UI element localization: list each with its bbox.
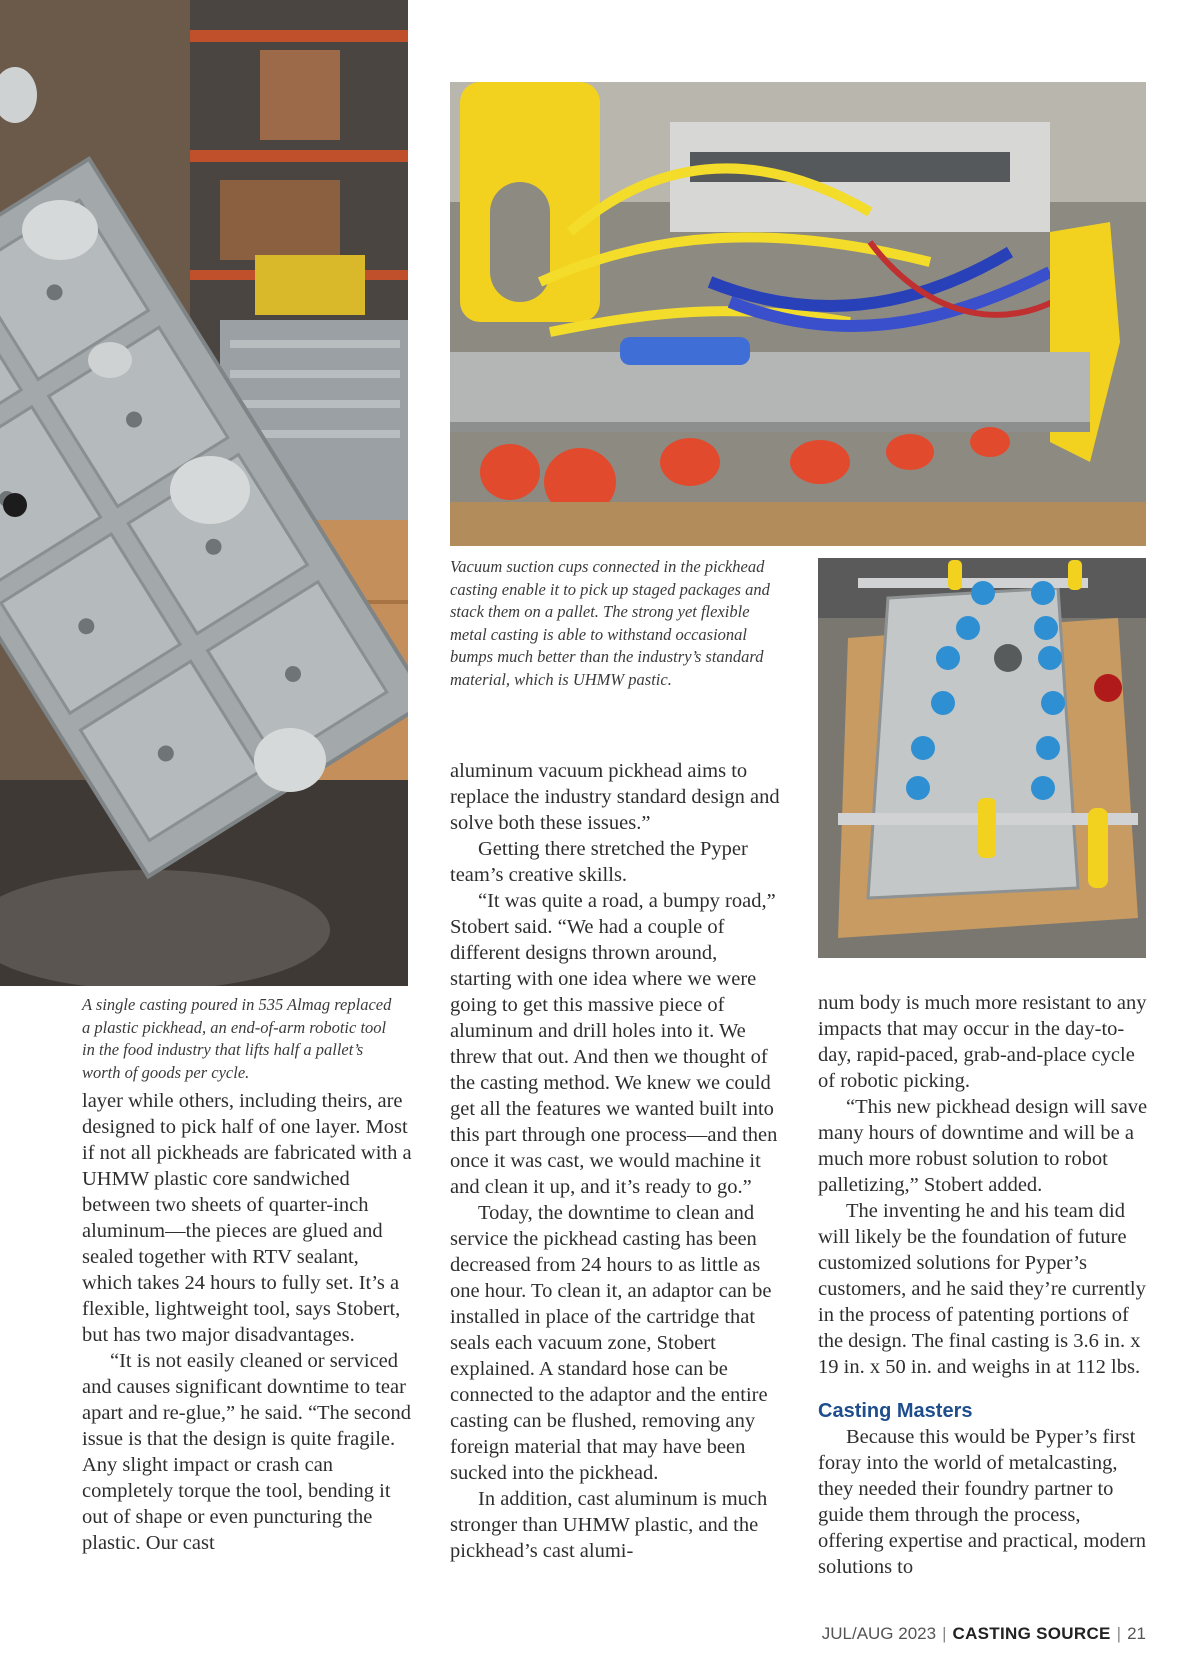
- left-photo-caption: A single casting poured in 535 Almag replaced a plastic pickhead, an end-of-arm robotic tool in the food industry that lifts half a pallet’s worth of goods per cycle.: [82, 995, 392, 1082]
- mid-right-photo-pickhead: [818, 558, 1146, 958]
- issue-date: JUL/AUG 2023: [821, 1624, 937, 1643]
- publication-name: CASTING SOURCE: [952, 1624, 1111, 1643]
- left-photo-casting: [0, 0, 408, 986]
- top-right-photo-caption: Vacuum suction cups connected in the pickhead casting enable it to pick up staged packages and stack them on a pallet. The strong yet flexible metal casting is able to withstand occasional bumps much better than the industry’s standard material, which is UHMW pastic.: [450, 557, 770, 689]
- col2-paragraph: Getting there stretched the Pyper team’s creative skills.: [450, 838, 748, 886]
- col1-paragraph: “It is not easily cleaned or serviced and causes significant downtime to tear apart and re-glue,” he said. “The second issue is that the design is quite fragile. Any slight impact or crash can completely torque the tool, bending it out of shape or even puncturing the plastic. Our cast: [82, 1350, 411, 1554]
- col2-paragraph: “It was quite a road, a bumpy road,” Stobert said. “We had a couple of different designs thrown around, starting with one idea where we were going to get this massive piece of aluminum and drill holes into it. We threw that out. And then we thought of the casting method. We knew we could get all the features we wanted built into this part through one process—and then once it was cast, we would machine it and clean it up, and it’s ready to go.”: [450, 890, 778, 1198]
- section-subhead: Casting Masters: [818, 1400, 973, 1422]
- article-column-3: [818, 990, 1148, 1580]
- col2-paragraph: Today, the downtime to clean and service the pickhead casting has been decreased from 24 hours to as little as one hour. To clean it, an adaptor can be installed in place of the cartridge that seals each vacuum zone, Stobert explained. A standard hose can be connected to the adaptor and the entire casting can be flushed, removing any foreign material that may have been sucked into the pickhead.: [450, 1202, 772, 1484]
- page-footer: [822, 1624, 1146, 1644]
- col2-paragraph: In addition, cast aluminum is much stronger than UHMW plastic, and the pickhead’s cast alumi-: [450, 1488, 768, 1562]
- top-right-photo-vacuum-cups: [450, 82, 1146, 546]
- col3-paragraph: Because this would be Pyper’s first foray into the world of metalcasting, they needed their foundry partner to guide them through the process, offering expertise and practical, modern solutions to: [818, 1426, 1147, 1578]
- col1-paragraph: layer while others, including theirs, are designed to pick half of one layer. Most if not all pickheads are fabricated with a UHMW plastic core sandwiched between two sheets of quarter-inch aluminum—the pieces are glued and sealed together with RTV sealant, which takes 24 hours to fully set. It’s a flexible, lightweight tool, says Stobert, but has two major disadvantages.: [82, 1090, 412, 1346]
- article-column-1: [82, 1088, 412, 1556]
- col2-paragraph: aluminum vacuum pickhead aims to replace the industry standard design and solve both these issues.”: [450, 760, 780, 834]
- footer-divider: |: [1116, 1624, 1122, 1643]
- article-column-2: [450, 758, 780, 1564]
- col3-paragraph: “This new pickhead design will save many hours of downtime and will be a much more robust solution to robot palletizing,” Stobert added.: [818, 1096, 1148, 1196]
- col3-paragraph: The inventing he and his team did will likely be the foundation of future customized solutions for Pyper’s customers, and he said they’re currently in the process of patenting portions of the design. The final casting is 3.6 in. x 19 in. x 50 in. and weighs in at 112 lbs.: [818, 1200, 1146, 1378]
- col3-paragraph: num body is much more resistant to any impacts that may occur in the day-to-day, rapid-paced, grab-and-place cycle of robotic picking.: [818, 992, 1147, 1092]
- page-number: 21: [1127, 1624, 1146, 1643]
- footer-divider: |: [942, 1624, 947, 1643]
